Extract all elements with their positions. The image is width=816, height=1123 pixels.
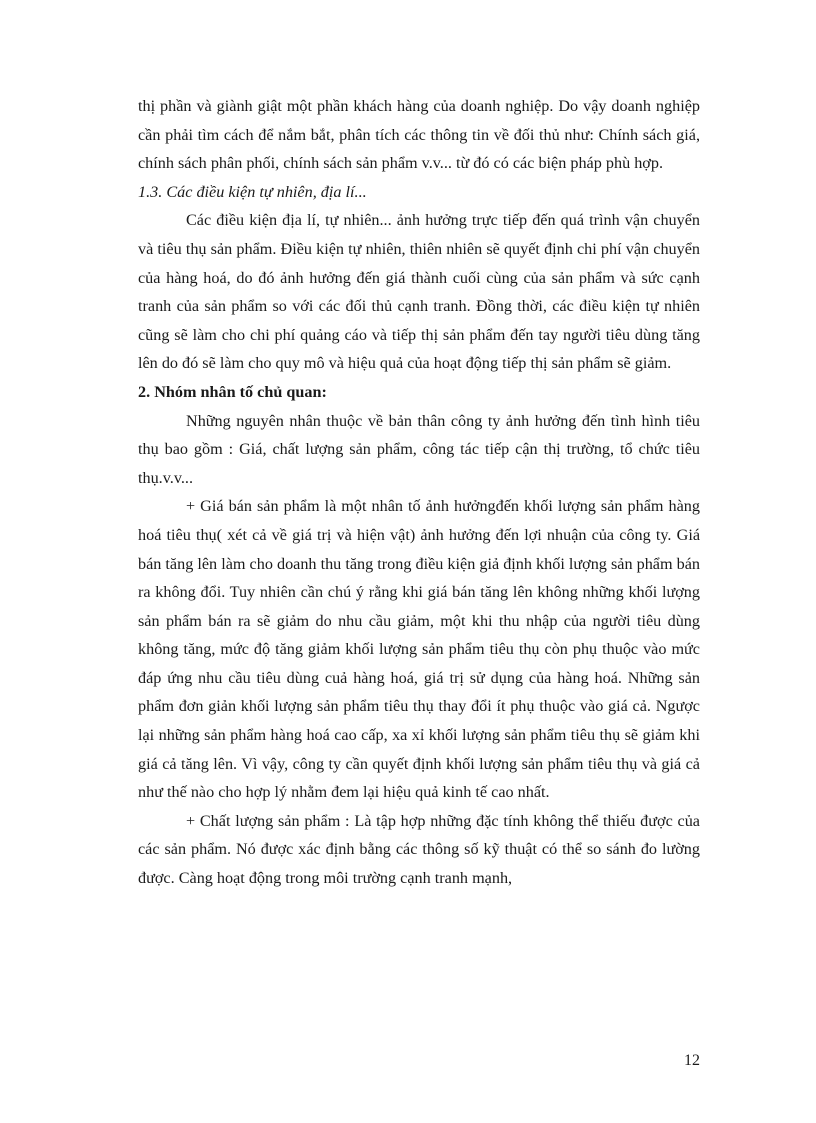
paragraph-quality-factor: + Chất lượng sản phẩm : Là tập hợp những đặc tính không thể thiếu được của các sản phẩm. Nó được xác định bằng các thông số kỹ thuật có thể so sánh đo lường được. Càng hoạt động trong môi trường cạnh tranh mạnh, bbox=[138, 811, 700, 888]
paragraph-subjective-factors-intro: Những nguyên nhân thuộc về bản thân công ty ảnh hưởng đến tình hình tiêu thụ bao gồm : Giá, chất lượng sản phẩm, công tác tiếp cận thị trường, tổ chức tiêu thụ.v.v... bbox=[138, 411, 700, 487]
paragraph-natural-conditions: Các điều kiện địa lí, tự nhiên... ảnh hưởng trực tiếp đến quá trình vận chuyển và tiêu thụ sản phẩm. Điều kiện tự nhiên, thiên nhiên sẽ quyết định chi phí vận chuyển của hàng hoá, do đó ảnh hưởng đến giá thành cuối cùng của sản phẩm và sức cạnh tranh của sản phẩm so với các đối thủ cạnh tranh. Đồng thời, các điều kiện tự nhiên cũng sẽ làm cho chi phí quảng cáo và tiếp thị sản phẩm đến tay người tiêu dùng tăng lên do đó sẽ làm cho quy mô và hiệu quả của hoạt động tiếp thị sản phẩm sẽ giảm. bbox=[138, 211, 700, 373]
page-number: 12 bbox=[684, 1052, 700, 1069]
section-heading-natural-conditions: 1.3. Các điều kiện tự nhiên, địa lí... bbox=[138, 182, 367, 201]
paragraph-competitor-continuation: thị phần và giành giật một phần khách hàng của doanh nghiệp. Do vậy doanh nghiệp cần phải tìm cách để nắm bắt, phân tích các thông tin về đối thủ như: Chính sách giá, chính sách phân phối, chính sách sản phẩm v.v... từ đó có các biện pháp phù hợp. bbox=[138, 97, 700, 173]
section-heading-subjective-factors: 2. Nhóm nhân tố chủ quan: bbox=[138, 382, 327, 401]
document-body bbox=[138, 92, 700, 893]
paragraph-price-factor: + Giá bán sản phẩm là một nhân tố ảnh hưởngđến khối lượng sản phẩm hàng hoá tiêu thụ( xét cả về giá trị và hiện vật) ảnh hưởng đến lợi nhuận của công ty. Giá bán tăng lên làm cho doanh thu tăng trong điều kiện giả định khối lượng sản phẩm bán ra không đổi. Tuy nhiên cần chú ý rằng khi giá bán tăng lên không những khối lượng sản phẩm bán ra sẽ giảm do nhu cầu giảm, một khi thu nhập của người tiêu dùng không tăng, mức độ tăng giảm khối lượng sản phẩm tiêu thụ còn phụ thuộc vào mức đáp ứng nhu cầu tiêu dùng cuả hàng hoá, giá trị sử dụng của hàng hoá. Những sản phẩm đơn giản khối lượng sản phẩm tiêu thụ thay đổi ít phụ thuộc vào giá cả. Ngược lại những sản phẩm hàng hoá cao cấp, xa xỉ khối lượng sản phẩm tiêu thụ sẽ giảm khi giá cả tăng lên. Vì vậy, công ty cần quyết định khối lượng sản phẩm tiêu thụ và giá cả như thế nào cho hợp lý nhằm đem lại hiệu quả kinh tế cao nhất. bbox=[138, 497, 700, 802]
